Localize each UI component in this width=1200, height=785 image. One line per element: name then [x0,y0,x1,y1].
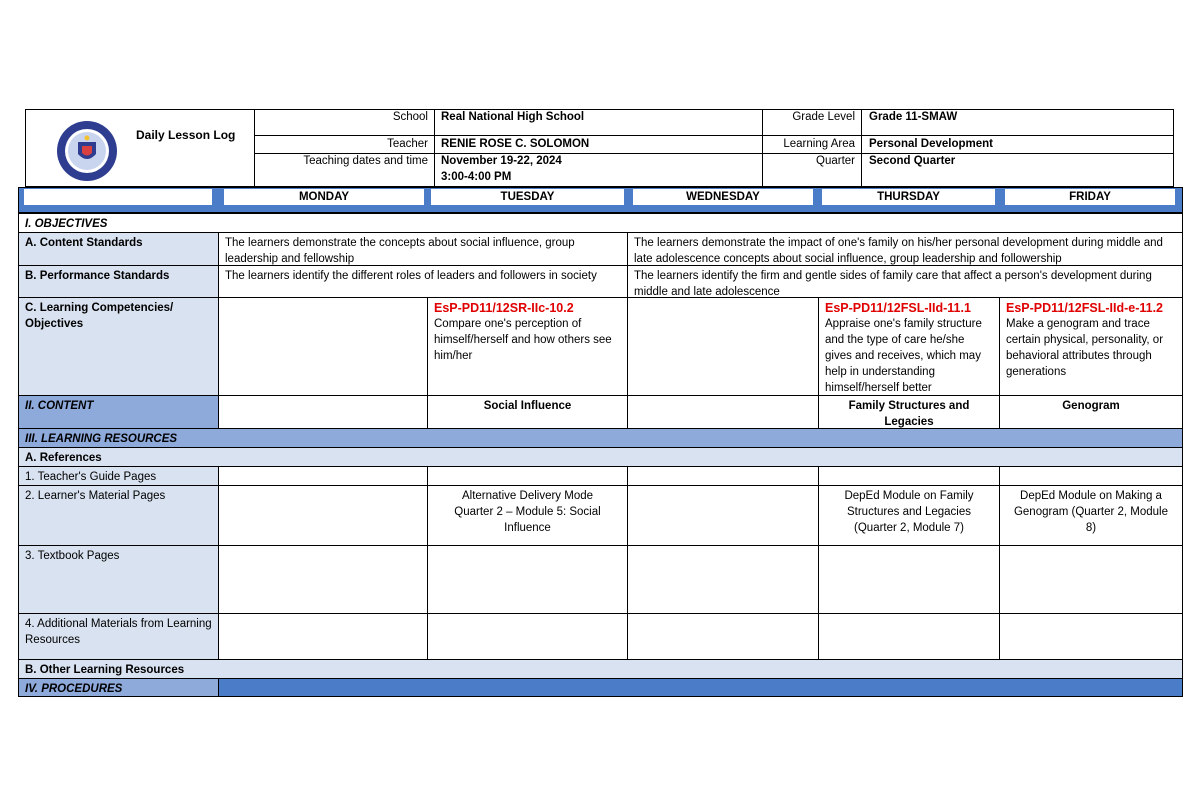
am-friday [999,613,1183,660]
area-value: Personal Development [869,138,993,150]
teacher-value: RENIE ROSE C. SOLOMON [441,138,590,150]
dates-value-1: November 19-22, 2024 [441,155,562,167]
competencies-tuesday [427,297,628,396]
tb-thursday [818,545,1000,614]
competencies-wednesday [627,297,819,396]
lm-friday: DepEd Module on Making a Genogram (Quarter 2, Module 8) [999,485,1183,546]
content-thursday: Family Structures and Legacies [818,395,1000,429]
area-label: Learning Area [783,138,855,150]
teachers-guide-label: 1. Teacher's Guide Pages [18,466,219,486]
learners-material-label: 2. Learner's Material Pages [18,485,219,546]
am-tuesday [427,613,628,660]
grade-label: Grade Level [792,111,855,123]
deped-seal-logo [56,120,118,182]
am-thursday [818,613,1000,660]
am-wednesday [627,613,819,660]
textbook-label: 3. Textbook Pages [18,545,219,614]
performance-standards-label: B. Performance Standards [18,265,219,298]
content-standards-right: The learners demonstrate the impact of one's family on his/her personal development during middle and late adolescence concepts about social influence, group leadership and followership [627,232,1183,266]
header-divider-label [434,109,435,187]
school-value: Real National High School [441,111,585,123]
competencies-label: C. Learning Competencies/ Objectives [18,297,219,396]
competencies-monday [218,297,428,396]
objectives-heading: I. OBJECTIVES [18,213,1183,233]
day-header-thursday: THURSDAY [822,189,995,205]
lm-monday [218,485,428,546]
day-header-monday: MONDAY [224,189,424,205]
performance-standards-right: The learners identify the firm and gentle sides of family care that affect a person's development during middle and late adolescence [627,265,1183,298]
competency-code-tuesday: EsP-PD11/12SR-IIc-10.2 [434,301,574,315]
other-resources-label: B. Other Learning Resources [18,659,1183,679]
school-label: School [392,111,428,123]
lm-thursday: DepEd Module on Family Structures and Legacies (Quarter 2, Module 7) [818,485,1000,546]
content-wednesday [627,395,819,429]
performance-standards-left: The learners identify the different roles of leaders and followers in society [218,265,628,298]
tb-monday [218,545,428,614]
dates-value-2: 3:00-4:00 PM [441,171,512,183]
tg-tuesday [427,466,628,486]
tb-friday [999,545,1183,614]
header-divider-left [254,109,255,187]
document-title: Daily Lesson Log [136,128,236,142]
competency-code-friday: EsP-PD11/12FSL-IId-e-11.2 [1006,301,1164,315]
content-friday: Genogram [999,395,1183,429]
tg-friday [999,466,1183,486]
content-standards-left: The learners demonstrate the concepts about social influence, group leadership and fellowship [218,232,628,266]
dates-label: Teaching dates and time [303,155,428,167]
tg-wednesday [627,466,819,486]
header-divider-mid [762,109,763,187]
procedures-bar [218,678,1183,697]
day-header-wednesday: WEDNESDAY [633,189,813,205]
additional-materials-label: 4. Additional Materials from Learning Resources [18,613,219,660]
grade-value: Grade 11-SMAW [869,111,958,123]
am-monday [218,613,428,660]
content-heading: II. CONTENT [18,395,219,429]
procedures-heading: IV. PROCEDURES [18,678,219,697]
competency-text-thursday: Appraise one's family structure and the type of care he/she gives and receives, which may help in understanding himself/herself better [825,318,982,394]
competencies-thursday [818,297,1000,396]
header-divider-right [861,109,862,187]
day-header-blank [24,189,212,205]
tg-thursday [818,466,1000,486]
competency-code-thursday: EsP-PD11/12FSL-IId-11.1 [825,301,971,315]
competencies-friday [999,297,1183,396]
day-header-friday: FRIDAY [1005,189,1175,205]
day-header-tuesday: TUESDAY [431,189,624,205]
quarter-value: Second Quarter [869,155,956,167]
competency-text-tuesday: Compare one's perception of himself/herself and how others see him/her [434,318,612,362]
content-monday [218,395,428,429]
lm-tuesday: Alternative Delivery Mode Quarter 2 – Module 5: Social Influence [427,485,628,546]
tb-wednesday [627,545,819,614]
quarter-label: Quarter [816,155,855,167]
content-tuesday: Social Influence [427,395,628,429]
competency-text-friday: Make a genogram and trace certain physical, personality, or behavioral attributes through generations [1006,318,1164,378]
lm-wednesday [627,485,819,546]
content-standards-label: A. Content Standards [18,232,219,266]
references-label: A. References [18,447,1183,467]
tb-tuesday [427,545,628,614]
teacher-label: Teacher [387,138,428,150]
tg-monday [218,466,428,486]
seal-caption [25,182,26,183]
header-rowline-1 [254,135,1174,136]
resources-heading: III. LEARNING RESOURCES [18,428,1183,448]
